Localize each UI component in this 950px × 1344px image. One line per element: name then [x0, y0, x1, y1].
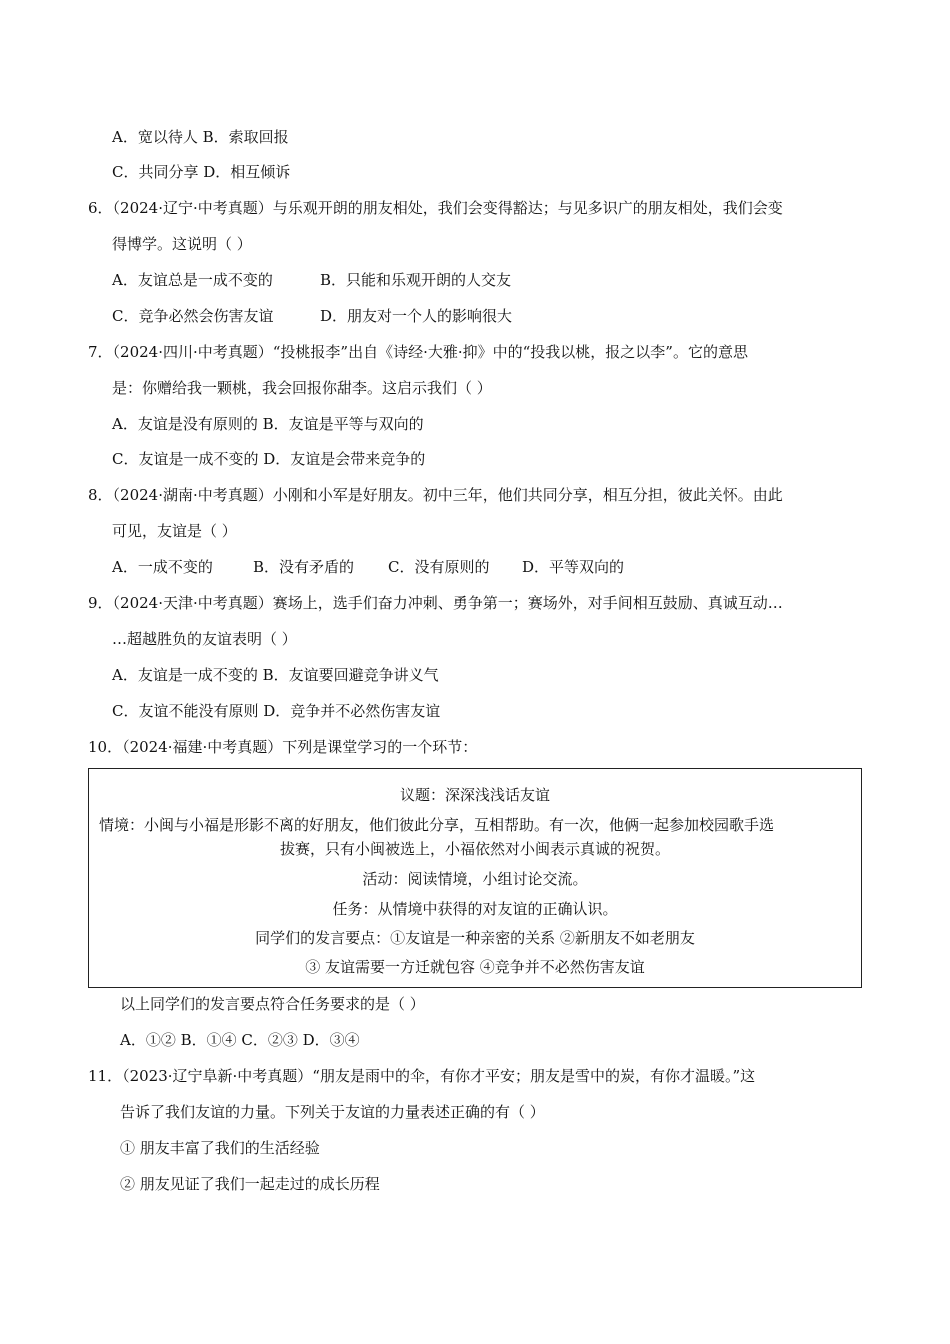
q11-stem-line1: 11．（2023·辽宁阜新·中考真题）“朋友是雨中的伞，有你才平安；朋友是雪中的炭，有你才温暖。”这: [88, 1067, 756, 1085]
box-activity: 活动：阅读情境，小组讨论交流。: [362, 870, 588, 888]
box-task: 任务：从情境中获得的对友谊的正确认识。: [332, 900, 618, 918]
q7-stem-line2: 是：你赠给我一颗桃，我会回报你甜李。这启示我们（ ）: [112, 379, 492, 397]
q7-options-ab: A．友谊是没有原则的 B．友谊是平等与双向的: [112, 415, 424, 433]
q10-stem: 10．（2024·福建·中考真题）下列是课堂学习的一个环节：: [88, 738, 478, 756]
box-points-line2: ③ 友谊需要一方迁就包容 ④竞争并不必然伤害友谊: [305, 958, 645, 976]
q6-stem-line2: 得博学。这说明（ ）: [112, 235, 252, 253]
q8-stem-line2: 可见，友谊是（ ）: [112, 522, 237, 540]
q7-stem-line1: 7．（2024·四川·中考真题）“投桃报李”出自《诗经·大雅·抑》中的“投我以桃，报之以李”。它的意思: [88, 343, 748, 361]
q10-question: 以上同学们的发言要点符合任务要求的是（ ）: [120, 995, 425, 1013]
q8-option-a: A．一成不变的: [112, 558, 213, 576]
q10-options: A．①② B．①④ C．②③ D．③④: [120, 1031, 360, 1049]
box-scene-line1: 情境：小闽与小福是形影不离的好朋友，他们彼此分享，互相帮助。有一次，他俩一起参加校园歌手选: [99, 816, 775, 834]
q7-options-cd: C．友谊是一成不变的 D．友谊是会带来竞争的: [112, 450, 426, 468]
q8-option-b: B．没有矛盾的: [253, 558, 355, 576]
q9-stem-line2: …超越胜负的友谊表明（ ）: [112, 630, 297, 648]
q8-option-d: D．平等双向的: [522, 558, 625, 576]
box-points-line1: 同学们的发言要点：①友谊是一种亲密的关系 ②新朋友不如老朋友: [255, 929, 695, 947]
q5-options-cd: C．共同分享 D．相互倾诉: [112, 163, 291, 181]
q11-item-1: ① 朋友丰富了我们的生活经验: [120, 1139, 320, 1157]
q9-options-cd: C．友谊不能没有原则 D．竞争并不必然伤害友谊: [112, 702, 441, 720]
box-topic: 议题：深深浅浅话友谊: [399, 786, 550, 804]
q10-material-box: [88, 768, 862, 988]
q9-stem-line1: 9．（2024·天津·中考真题）赛场上，选手们奋力冲刺、勇争第一；赛场外，对手间相互鼓励、真诚互动…: [88, 594, 783, 612]
q9-options-ab: A．友谊是一成不变的 B．友谊要回避竞争讲义气: [112, 666, 439, 684]
q8-option-c: C．没有原则的: [388, 558, 490, 576]
q6-option-c: C．竞争必然会伤害友谊: [112, 307, 274, 325]
q5-options-ab: A．宽以待人 B．索取回报: [112, 128, 289, 146]
q11-stem-line2: 告诉了我们友谊的力量。下列关于友谊的力量表述正确的有（ ）: [120, 1103, 545, 1121]
q6-option-d: D．朋友对一个人的影响很大: [320, 307, 513, 325]
q6-option-a: A．友谊总是一成不变的: [112, 271, 273, 289]
q8-stem-line1: 8．（2024·湖南·中考真题）小刚和小军是好朋友。初中三年，他们共同分享，相互分担，彼此关怀。由此: [88, 486, 783, 504]
q6-option-b: B．只能和乐观开朗的人交友: [320, 271, 512, 289]
box-scene-line2: 拔赛，只有小闽被选上，小福依然对小闽表示真诚的祝贺。: [279, 840, 670, 858]
q11-item-2: ② 朋友见证了我们一起走过的成长历程: [120, 1175, 380, 1193]
q6-stem-line1: 6．（2024·辽宁·中考真题）与乐观开朗的朋友相处，我们会变得豁达；与见多识广的朋友相处，我们会变: [88, 199, 783, 217]
